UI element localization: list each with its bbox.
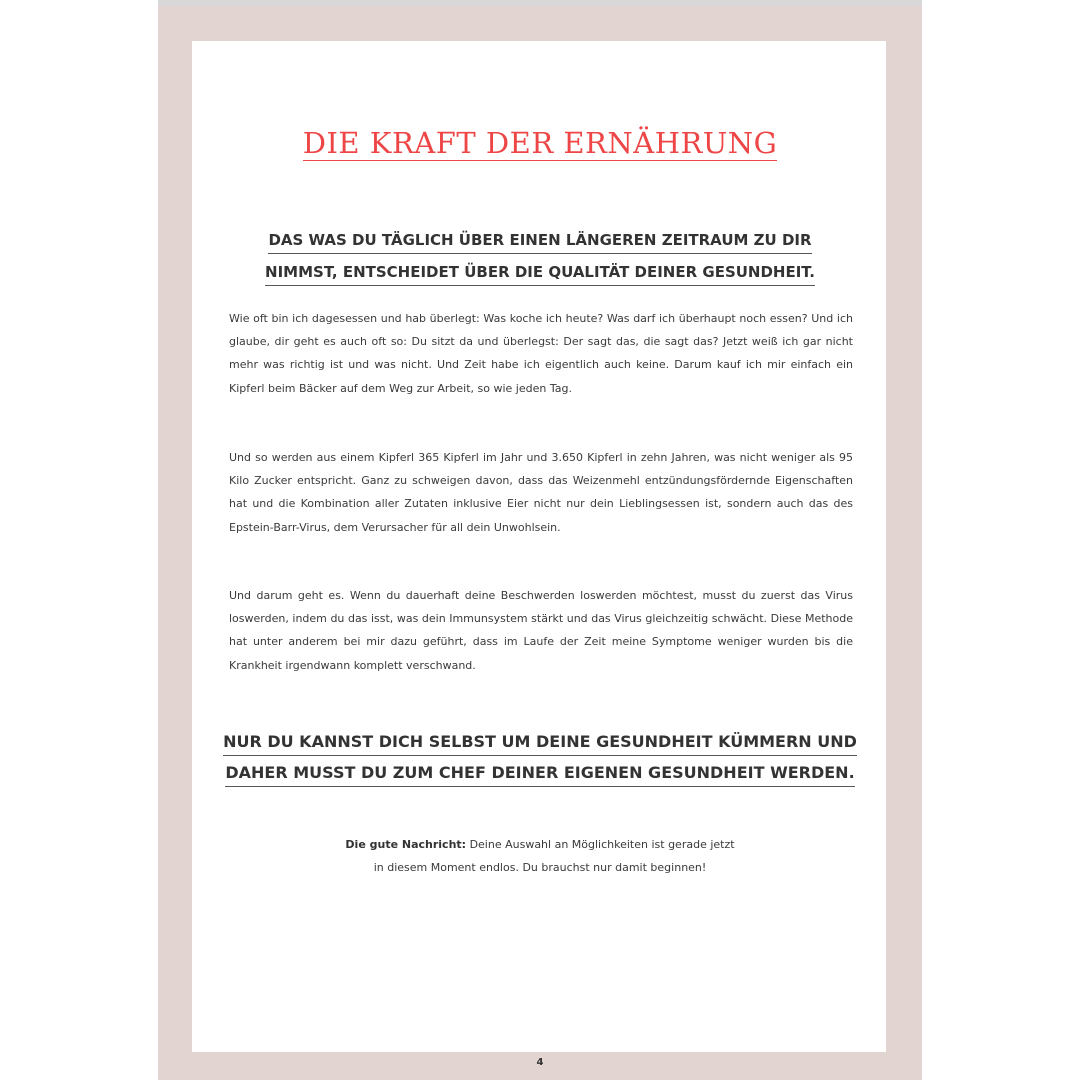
page-number: 4 xyxy=(536,1057,544,1068)
body-paragraph-3: Und darum geht es. Wenn du dauerhaft deine Beschwerden loswerden möchtest, musst du zuerst das Virus loswerden, indem du das isst, was dein Immunsystem stärkt und das Virus gleichzeitig schwächt. Diese Methode hat unter anderem bei mir dazu geführt, dass im Laufe der Zeit meine Symptome weniger wurden bis die Krankheit irgendwann komplett verschwand. xyxy=(229,589,853,672)
body-paragraph-2: Und so werden aus einem Kipferl 365 Kipferl im Jahr und 3.650 Kipferl in zehn Jahren, was nicht weniger als 95 Kilo Zucker entspricht. Ganz zu schweigen davon, dass das Weizenmehl entzündungsfördernde Eigenschaften hat und die Kombination aller Zutaten inklusive Eier nicht nur dein Lieblingsessen ist, sondern auch das des Epstein-Barr-Virus, dem Verursacher für all dein Unwohlsein. xyxy=(229,451,853,534)
closing-label: Die gute Nachricht: xyxy=(345,838,467,851)
headline-top-line-1: DAS WAS DU TÄGLICH ÜBER EINEN LÄNGEREN ZEITRAUM ZU DIR xyxy=(268,228,811,254)
closing-line-2: in diesem Moment endlos. Du brauchst nur damit beginnen! xyxy=(373,861,707,874)
page-title xyxy=(0,123,1080,163)
headline-top xyxy=(0,228,1080,286)
headline-bottom-line-1: NUR DU KANNST DICH SELBST UM DEINE GESUNDHEIT KÜMMERN UND xyxy=(223,730,857,756)
page-title-text: DIE KRAFT DER ERNÄHRUNG xyxy=(302,126,778,160)
headline-bottom xyxy=(0,730,1080,787)
closing-line-1: Deine Auswahl an Möglichkeiten ist gerade jetzt xyxy=(469,838,735,851)
page-sheet xyxy=(192,41,886,1052)
closing-note xyxy=(0,833,1080,879)
body-paragraph-1: Wie oft bin ich dagesessen und hab überlegt: Was koche ich heute? Was darf ich überhaupt noch essen? Und ich glaube, dir geht es auch oft so: Du sitzt da und überlegst: Der sagt das, die sagt das? Jetzt weiß ich gar nicht mehr was richtig ist und was nicht. Und Zeit habe ich eigentlich auch keine. Darum kauf ich mir einfach ein Kipferl beim Bäcker auf dem Weg zur Arbeit, so wie jeden Tag. xyxy=(229,312,853,395)
headline-bottom-line-2: DAHER MUSST DU ZUM CHEF DEINER EIGENEN GESUNDHEIT WERDEN. xyxy=(225,761,854,787)
headline-top-line-2: NIMMST, ENTSCHEIDET ÜBER DIE QUALITÄT DEINER GESUNDHEIT. xyxy=(265,260,815,286)
